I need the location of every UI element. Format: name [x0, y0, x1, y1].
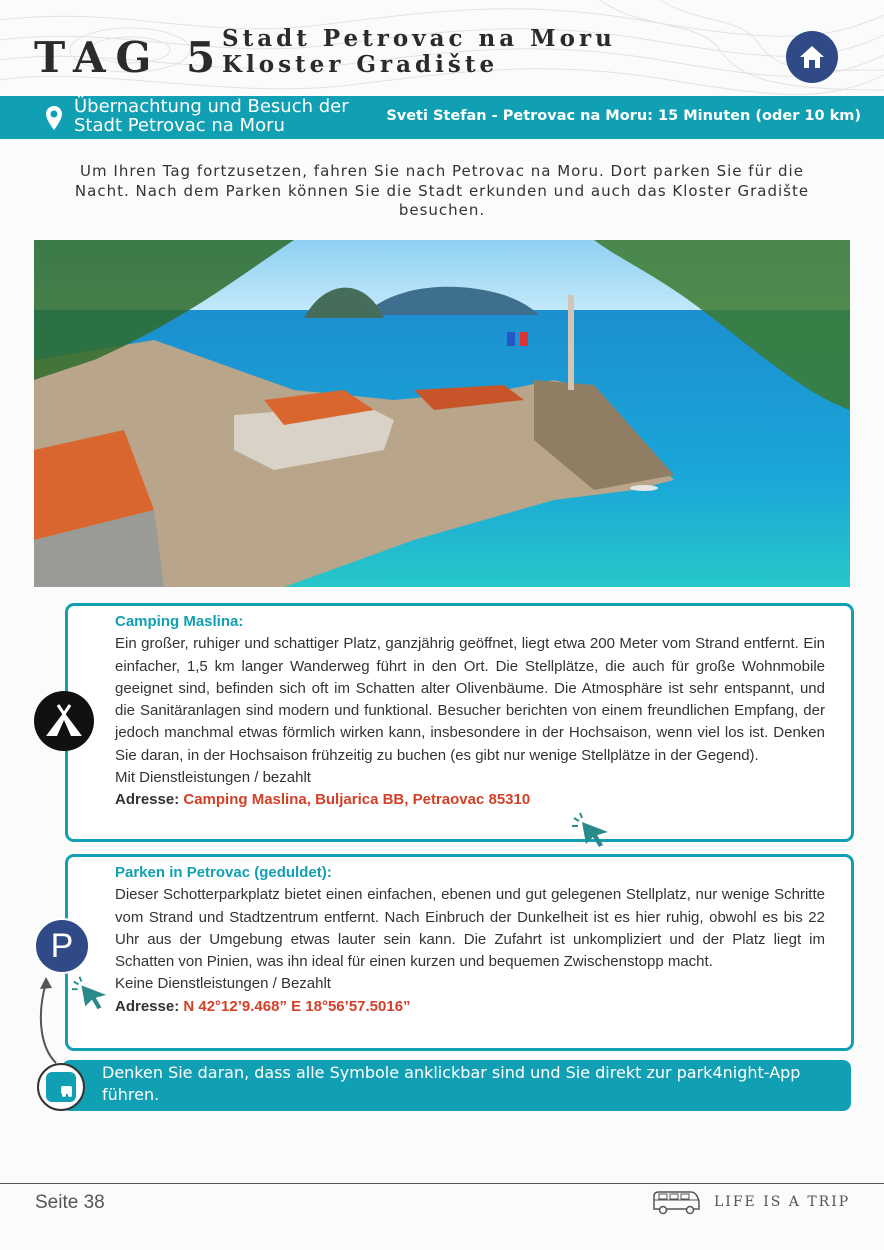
note-text: Denken Sie daran, dass alle Symbole anklickbar sind und Sie direkt zur park4night-App führen.: [102, 1063, 801, 1104]
address-link[interactable]: Camping Maslina, Buljarica BB, Petraovac 85310: [183, 791, 531, 809]
subtitle-line-1: Übernachtung und Besuch der: [74, 96, 349, 117]
subtitle-band: [0, 96, 884, 139]
title-line-1: Stadt Petrovac na Moru: [222, 25, 616, 52]
van-icon: [651, 1190, 701, 1216]
address-label: Adresse:: [115, 997, 180, 1015]
page-number: Seite 38: [35, 1192, 105, 1213]
spot-description: Dieser Schotterparkplatz bietet einen einfachen, ebenen und gut gelegenen Stellplatz, nur wenige Schritte vom Strand und Stadtzentrum entfernt. Nach Einbruch der Dunkelheit ist es hier ruhig, obwohl es bis 22 Uhr aus der Umgebung etwas lauter sein kann. Die Zufahrt ist unkompliziert und der Platz liegt im Schatten von Pinien, was ihn ideal für einen kurzen und bequemen Zwischenstopp macht.: [115, 886, 825, 971]
parking-icon: P: [50, 926, 74, 965]
park4night-note: [62, 1060, 851, 1111]
page-title: [222, 26, 616, 78]
address-link[interactable]: N 42°12’9.468” E 18°56’57.5016”: [183, 997, 411, 1015]
curved-arrow-icon: [30, 975, 60, 1067]
subtitle-line-2: Stadt Petrovac na Moru: [74, 115, 285, 136]
spot-title: Parken in Petrovac (geduldet):: [115, 864, 332, 881]
route-info: Sveti Stefan - Petrovac na Moru: 15 Minuten (oder 10 km): [386, 108, 861, 124]
spot-card-camping: [65, 603, 854, 842]
spot-services: Mit Dienstleistungen / bezahlt: [115, 769, 311, 787]
address-label: Adresse:: [115, 791, 180, 809]
home-icon: [798, 44, 826, 70]
click-cursor-icon[interactable]: [70, 975, 110, 1011]
click-cursor-icon[interactable]: [570, 812, 612, 848]
spot-title: Camping Maslina:: [115, 613, 244, 630]
intro-paragraph: Um Ihren Tag fortzusetzen, fahren Sie nach Petrovac na Moru. Dort parken Sie für die Nacht. Nach dem Parken können Sie die Stadt erkunden und auch das Kloster Gradište besuchen.: [74, 162, 810, 219]
spot-address: [115, 996, 825, 1018]
spot-description: Ein großer, ruhiger und schattiger Platz, ganzjährig geöffnet, liegt etwa 200 Meter vom Strand entfernt. Ein einfacher, 1,5 km langer Wanderweg führt in den Ort. Die Stellplätze, die auch für große Wohnmobile geeignet sind, befinden sich oft im Schatten alter Olivenbäume. Die Atmosphäre ist sehr entspannt, und die Sanitäranlagen sind modern und funktional. Besucher berichten von einem freundlichen Empfang, der jedoch manchmal etwas förmlich wirken kann, insbesondere in der Hochsaison, wenn viel los ist. Denken Sie daran, in der Hochsaison frühzeitig zu buchen (es gibt nur wenige Stellplätze in der Gegend).: [115, 635, 825, 764]
brand-name: LIFE IS A TRIP: [714, 1194, 851, 1210]
home-button[interactable]: [786, 31, 838, 83]
footer-divider: [0, 1183, 884, 1184]
camping-button[interactable]: [34, 691, 94, 751]
parking-button[interactable]: [34, 918, 90, 974]
title-line-2: Kloster Gradište: [222, 51, 499, 78]
spot-services: Keine Dienstleistungen / Bezahlt: [115, 975, 331, 993]
spot-address: [115, 789, 825, 811]
day-heading: TAG 5: [34, 33, 226, 82]
location-pin-icon: [45, 105, 63, 131]
park4night-button[interactable]: [37, 1063, 85, 1111]
camping-tent-icon: [44, 703, 84, 739]
subtitle: [74, 97, 349, 135]
spot-card-parking: [65, 854, 854, 1051]
park4night-app-icon: [45, 1071, 77, 1103]
petrovac-coast-photo: [34, 240, 850, 587]
